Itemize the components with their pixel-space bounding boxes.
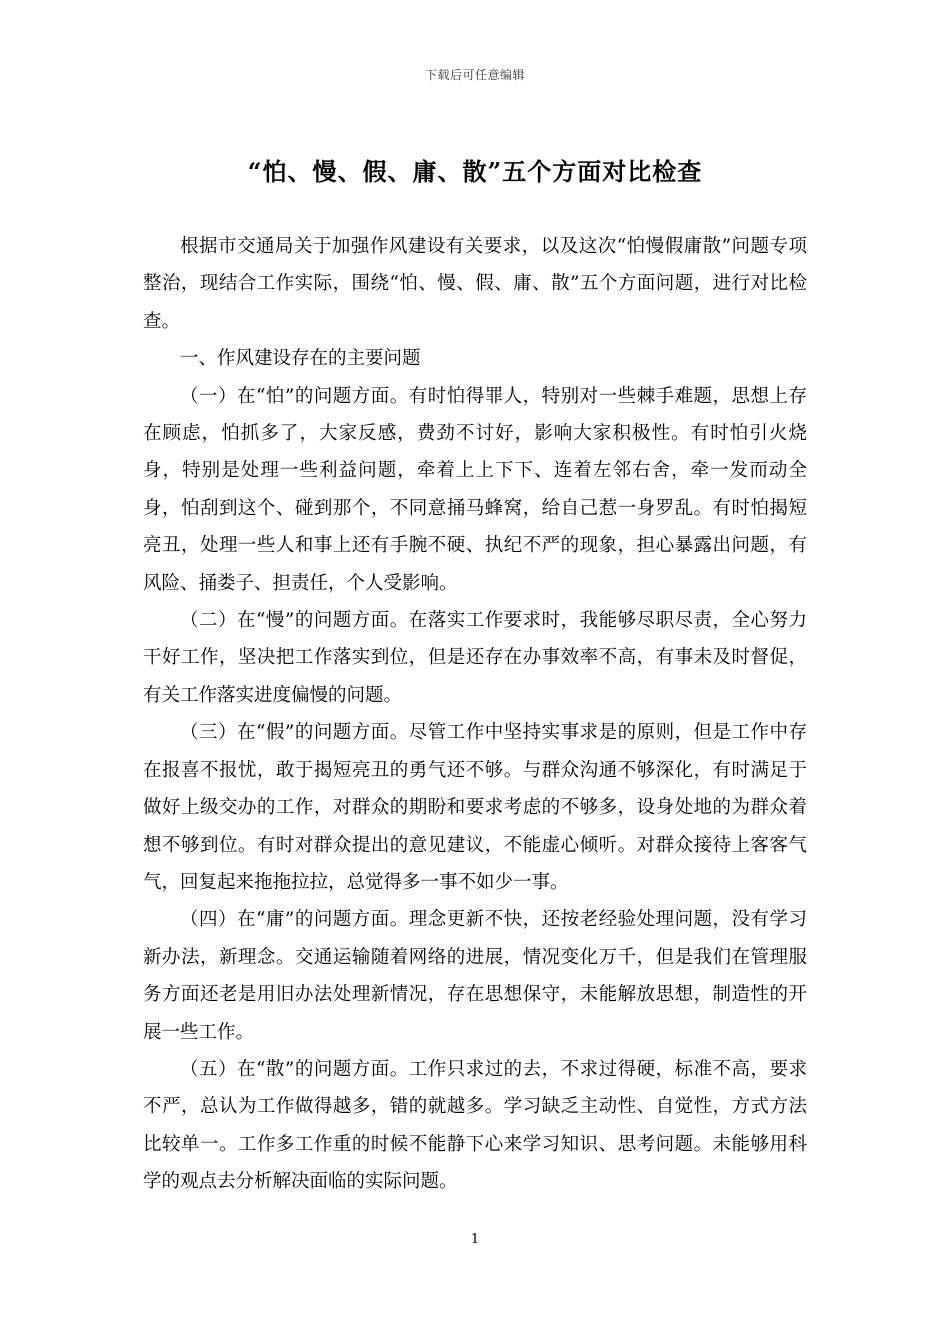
intro-paragraph: 根据市交通局关于加强作风建设有关要求，以及这次“怕慢假庸散”问题专项整治，现结合工作实际，围绕“怕、慢、假、庸、散”五个方面问题，进行对比检查。	[143, 236, 807, 332]
section-heading: 一、作风建设存在的主要问题	[180, 348, 421, 370]
document-title: “怕、慢、假、庸、散”五个方面对比检查	[247, 157, 703, 186]
document-body	[143, 228, 807, 1201]
paragraph-yong: （四）在“庸”的问题方面。理念更新不快，还按老经验处理问题，没有学习新办法，新理念。交通运输随着网络的进展，情况变化万千，但是我们在管理服务方面还老是用旧办法处理新情况，存在思想保守，未能解放思想，制造性的开展一些工作。	[143, 909, 807, 1043]
paragraph-jia: （三）在“假”的问题方面。尽管工作中坚持实事求是的原则，但是工作中存在报喜不报忧，敢于揭短亮丑的勇气还不够。与群众沟通不够深化，有时满足于做好上级交办的工作，对群众的期盼和要求考虑的不够多，设身处地的为群众着想不够到位。有时对群众提出的意见建议，不能虚心倾听。对群众接待上客客气气，回复起来拖拖拉拉，总觉得多一事不如少一事。	[143, 722, 807, 893]
paragraph-man: （二）在“慢”的问题方面。在落实工作要求时，我能够尽职尽责，全心努力干好工作，坚决把工作落实到位，但是还存在办事效率不高，有事未及时督促，有关工作落实进度偏慢的问题。	[143, 610, 807, 706]
paragraph-pa: （一）在“怕”的问题方面。有时怕得罪人，特别对一些棘手难题，思想上存在顾虑，怕抓多了，大家反感，费劲不讨好，影响大家积极性。有时怕引火烧身，特别是处理一些利益问题，牵着上上下下、连着左邻右舍，牵一发而动全身，怕刮到这个、碰到那个，不同意捅马蜂窝，给自己惹一身罗乱。有时怕揭短亮丑，处理一些人和事上还有手腕不硬、执纪不严的现象，担心暴露出问题，有风险、捅娄子、担责任，个人受影响。	[143, 385, 807, 594]
page-number: 1	[470, 1232, 480, 1247]
header-note: 下载后可任意编辑	[424, 68, 525, 82]
paragraph-san: （五）在“散”的问题方面。工作只求过的去，不求过得硬，标准不高，要求不严，总认为工作做得越多，错的就越多。学习缺乏主动性、自觉性，方式方法比较单一。工作多工作重的时候不能静下心来学习知识、思考问题。未能够用科学的观点去分析解决面临的实际问题。	[143, 1058, 807, 1193]
